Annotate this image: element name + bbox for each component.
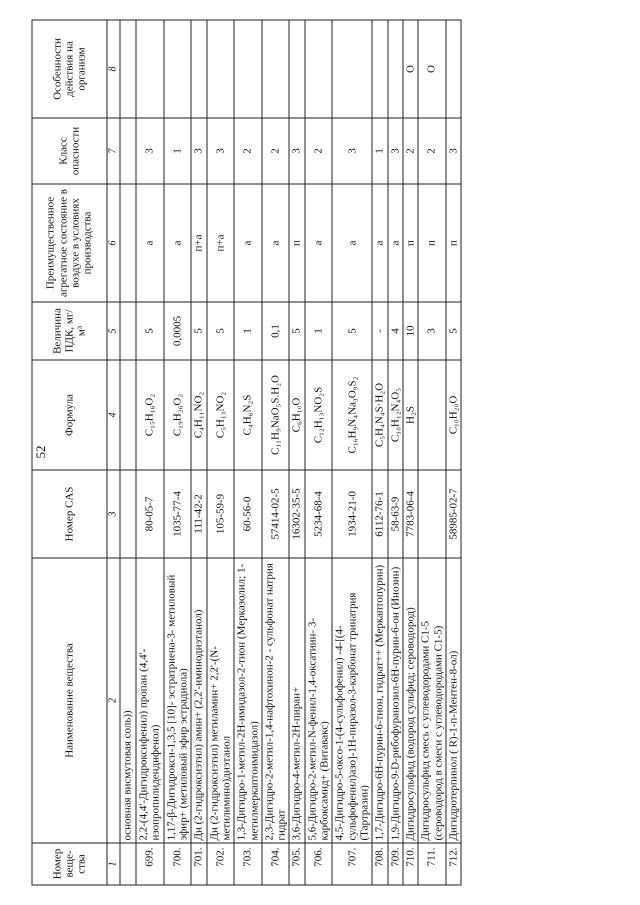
cell-pdk: 0,1 xyxy=(261,302,289,360)
page-number: 52 xyxy=(33,445,48,459)
cell-number: 704. xyxy=(261,843,289,885)
header-name: Наименование вещества xyxy=(32,558,107,843)
cell-class: 3 xyxy=(136,118,164,184)
col-number: 1 xyxy=(107,843,120,885)
cell-formula: C₅H₄N₄S·H₂O xyxy=(372,360,387,470)
cell-number: 703. xyxy=(234,843,262,885)
cell-cas: 7783-06-4 xyxy=(402,470,417,558)
cell-state: а xyxy=(136,184,164,302)
cell-state: п xyxy=(402,184,417,302)
rotated-page xyxy=(31,20,609,885)
cell-name: 1,17-β-Дигидрокси-1,3,5 [10]- эстратриена-3- метиловый эфир+ (метиловый эфир эстрадиола) xyxy=(163,558,191,843)
table-row xyxy=(418,20,446,885)
cell-formula: C₁₅H₁₆O₂ xyxy=(136,360,164,470)
column-number-row xyxy=(107,20,120,885)
cell-formula: C₆H₁₀O xyxy=(289,360,304,470)
table-row xyxy=(332,20,372,885)
table-row xyxy=(289,20,304,885)
cell-name: 1,9-Дигидро-9-D-рибофуранозил-6Н-пурин-6-он (Инозин) xyxy=(387,558,402,843)
table-row xyxy=(191,20,206,885)
cell-class: 2 xyxy=(418,118,446,184)
cell-class: 3 xyxy=(445,118,460,184)
cell-formula xyxy=(418,360,446,470)
cell-features xyxy=(445,20,460,118)
cell-pdk: 3 xyxy=(418,302,446,360)
table-row xyxy=(402,20,417,885)
cell-pdk: 1 xyxy=(234,302,262,360)
cell-state: а xyxy=(261,184,289,302)
cell-formula: C₅H₁₃NO₂ xyxy=(206,360,234,470)
table-row xyxy=(206,20,234,885)
cell-number: 701. xyxy=(191,843,206,885)
table-row xyxy=(445,20,460,885)
cell-state: а xyxy=(372,184,387,302)
cell-cas: 105-59-9 xyxy=(206,470,234,558)
cell-class: 3 xyxy=(289,118,304,184)
cell-cas: 16302-35-5 xyxy=(289,470,304,558)
cell-class: 3 xyxy=(387,118,402,184)
table-row xyxy=(163,20,191,885)
cell-state: а xyxy=(234,184,262,302)
cell-features: О xyxy=(418,20,446,118)
cell-cas: 60-56-0 xyxy=(234,470,262,558)
header-features: Особенности действия на организм xyxy=(32,20,107,118)
cell-state: п+а xyxy=(206,184,234,302)
cell-cas: 111-42-2 xyxy=(191,470,206,558)
cell-pdk: 5 xyxy=(289,302,304,360)
header-class: Класс опасности xyxy=(32,118,107,184)
cell-number: 705. xyxy=(289,843,304,885)
col-number: 5 xyxy=(107,302,120,360)
cell-cas: 5234-68-4 xyxy=(304,470,332,558)
cell-number: 711. xyxy=(418,843,446,885)
cell-state: а xyxy=(387,184,402,302)
cell-formula: C₁₁H₉NaO₅S.H₂O xyxy=(261,360,289,470)
continuation-row xyxy=(120,20,136,885)
cell-features xyxy=(304,20,332,118)
cell-formula: H₂S xyxy=(402,360,417,470)
table-row xyxy=(136,20,164,885)
table-row xyxy=(372,20,387,885)
header-pdk: Величина ПДК, мг/м³ xyxy=(32,302,107,360)
table-row xyxy=(387,20,402,885)
cell-pdk: 5 xyxy=(191,302,206,360)
cell-number: 700. xyxy=(163,843,191,885)
cell-class: 3 xyxy=(206,118,234,184)
cell-number: 710. xyxy=(402,843,417,885)
cell-features xyxy=(191,20,206,118)
cell-formula: C₁₉H₂₆O₂ xyxy=(163,360,191,470)
cell-class: 2 xyxy=(261,118,289,184)
col-number: 7 xyxy=(107,118,120,184)
table-row xyxy=(261,20,289,885)
cell-name: Ди (2-гидроксиэтил) метиламин+ 2,2'-(N-метилимино)диэтанол xyxy=(206,558,234,843)
cell-features xyxy=(206,20,234,118)
col-number: 4 xyxy=(107,360,120,470)
cell-cas: 58985-02-7 xyxy=(445,470,460,558)
cell-number: 706. xyxy=(304,843,332,885)
cell-class: 1 xyxy=(163,118,191,184)
cell-state: а xyxy=(332,184,372,302)
cell-pdk: 0,0005 xyxy=(163,302,191,360)
cell-state: п+а xyxy=(191,184,206,302)
cell-features xyxy=(289,20,304,118)
cell-number: 708. xyxy=(372,843,387,885)
cell-class: 2 xyxy=(234,118,262,184)
cell-name: Ди (2-гидроксиэтил) амин+ (2,2'-иминодиэтанол) xyxy=(191,558,206,843)
cell-pdk: 10 xyxy=(402,302,417,360)
cell-class: 3 xyxy=(332,118,372,184)
cell-name: 2,3-Дигидро-2-метил-1,4-нафтохинон-2 - сульфонат натрия гидрат xyxy=(261,558,289,843)
cell-features xyxy=(332,20,372,118)
cell-cas: 1035-77-4 xyxy=(163,470,191,558)
cell-features xyxy=(136,20,164,118)
cell-pdk: - xyxy=(372,302,387,360)
cell-state: п xyxy=(418,184,446,302)
cell-name: Дигидросульфид (водород сульфид; сероводород) xyxy=(402,558,417,843)
substances-table xyxy=(31,19,461,885)
cell-features xyxy=(163,20,191,118)
cell-pdk: 5 xyxy=(136,302,164,360)
cell-state: п xyxy=(289,184,304,302)
cell-number: 709. xyxy=(387,843,402,885)
cell-number: 702. xyxy=(206,843,234,885)
cell-formula: C₁₆H₉N₄Na₃O₉S₂ xyxy=(332,360,372,470)
col-number: 8 xyxy=(107,20,120,118)
cell-name: 1,7-Дигидро-6Н-пурин-6-тион, гидрат++ (Меркаптопурин) xyxy=(372,558,387,843)
cell-class: 1 xyxy=(372,118,387,184)
cell-cas: 58-63-9 xyxy=(387,470,402,558)
cell-pdk: 1 xyxy=(304,302,332,360)
col-number: 6 xyxy=(107,184,120,302)
cell-formula: C₁₀H₂₀O xyxy=(445,360,460,470)
cell-name: 3,6-Дигидро-4-метил-2Н-пиран+ xyxy=(289,558,304,843)
col-number: 3 xyxy=(107,470,120,558)
cell-class: 2 xyxy=(402,118,417,184)
cell-number: 699. xyxy=(136,843,164,885)
cell-pdk: 5 xyxy=(206,302,234,360)
cell-name: 4,5-Дигидро-5-оксо-1-(4-сульфофенил) -4-[(4-сульфофенил)азо]-1Н-пиразол-3-карбонат тринатрия (Тартразин) xyxy=(332,558,372,843)
cell-cas xyxy=(418,470,446,558)
cell-features xyxy=(234,20,262,118)
cell-name: 2,2-(4,4'-Дигидроксифенил) пропан (4,4'-изопропилидендифенол) xyxy=(136,558,164,843)
header-formula: Формула xyxy=(32,360,107,470)
cell-pdk: 5 xyxy=(332,302,372,360)
cell-cas: 80-05-7 xyxy=(136,470,164,558)
header-number: Номер веще-ства xyxy=(32,843,107,885)
cell-number: 712. xyxy=(445,843,460,885)
cell-name: 5,6-Дигидро-2-метил-N-фенил-1,4-оксатиин- 3-карбоксамид+ (Витавакс) xyxy=(304,558,332,843)
cell-features: О xyxy=(402,20,417,118)
cell-formula: C₄H₁₁NO₂ xyxy=(191,360,206,470)
continuation-text: основная висмутовая соль)) xyxy=(120,558,136,843)
cell-pdk: 4 xyxy=(387,302,402,360)
cell-cas: 57414-02-5 xyxy=(261,470,289,558)
cell-name: Дигидротерпинол ( R)-1-п-Ментен-8-ол) xyxy=(445,558,460,843)
header-cas: Номер CAS xyxy=(32,470,107,558)
table-row xyxy=(234,20,262,885)
header-row xyxy=(32,20,107,885)
cell-formula: C₄H₆N₂S xyxy=(234,360,262,470)
cell-pdk: 5 xyxy=(445,302,460,360)
cell-features xyxy=(372,20,387,118)
cell-state: п xyxy=(445,184,460,302)
table-row xyxy=(304,20,332,885)
cell-name: Дигидросульфид смесь с углеводородами С1-5 (сероводород в смеси с углеводородами С1-5) xyxy=(418,558,446,843)
cell-features xyxy=(387,20,402,118)
header-state: Преимущественное агрегатное состояние в воздухе в условиях производства xyxy=(32,184,107,302)
cell-state: а xyxy=(163,184,191,302)
cell-formula: C₁₂H₁₃NO₂S xyxy=(304,360,332,470)
cell-number: 707. xyxy=(332,843,372,885)
cell-class: 3 xyxy=(191,118,206,184)
cell-features xyxy=(261,20,289,118)
cell-class: 2 xyxy=(304,118,332,184)
cell-cas: 1934-21-0 xyxy=(332,470,372,558)
col-number: 2 xyxy=(107,558,120,843)
cell-state: а xyxy=(304,184,332,302)
cell-formula: C₁₀H₁₂N₄O₅ xyxy=(387,360,402,470)
cell-name: 1,3-Дигидро-1-метил-2Н-имидазол-2-тион (Мерказолил; 1-метилмеркаптоимидазол) xyxy=(234,558,262,843)
cell-cas: 6112-76-1 xyxy=(372,470,387,558)
